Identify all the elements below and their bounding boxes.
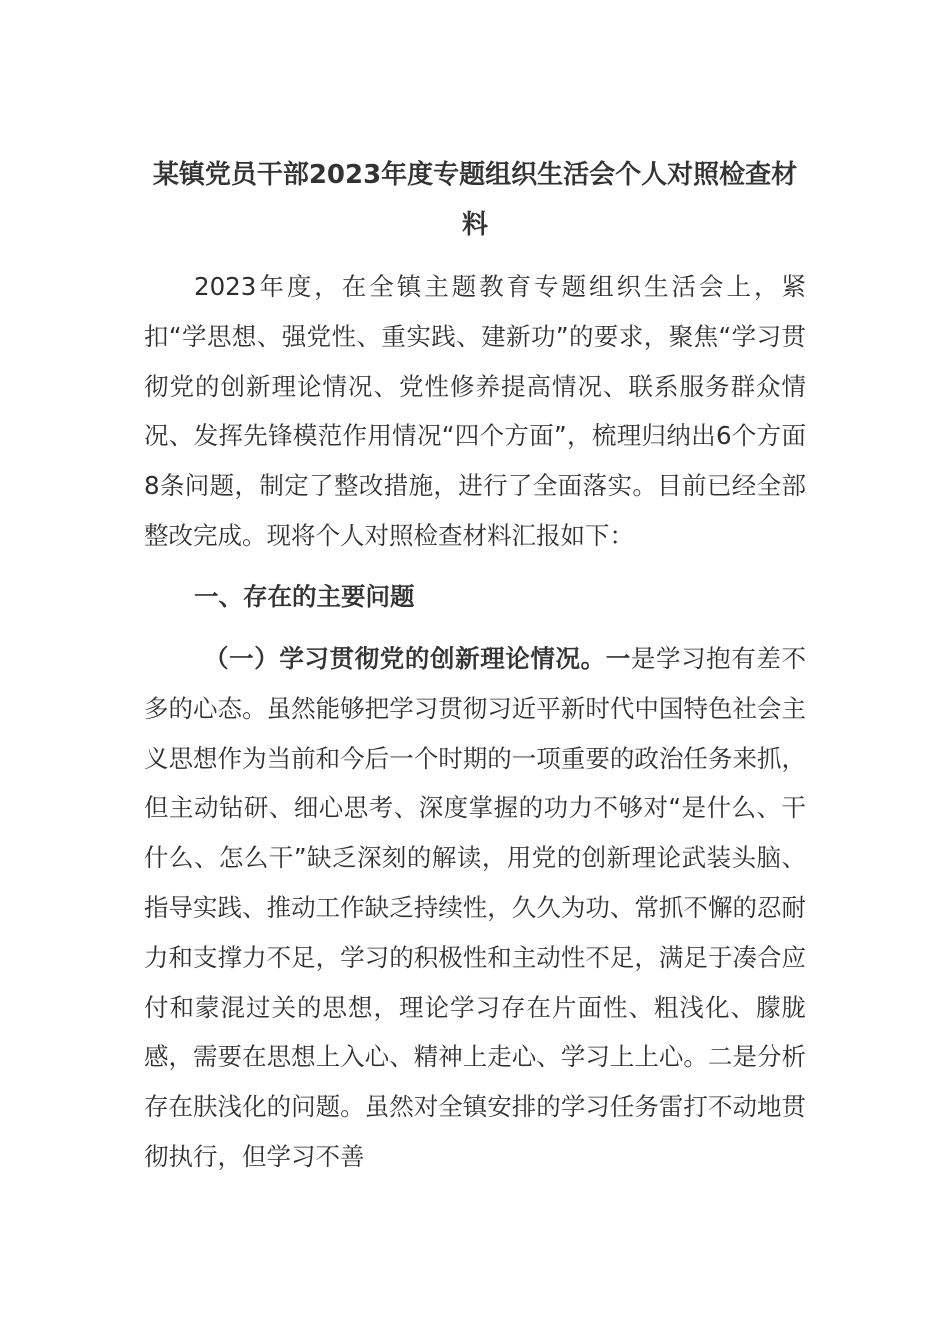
document-title: 某镇党员干部2023年度专题组织生活会个人对照检查材料 — [152, 160, 798, 240]
subsection-paragraph — [144, 634, 806, 1182]
subsection-lead: 一 — [605, 644, 631, 673]
subsection-label: （一）学习贯彻党的创新理论情况。 — [204, 644, 606, 673]
intro-paragraph: 2023年度，在全镇主题教育专题组织生活会上，紧扣“学思想、强党性、重实践、建新功”的要求，聚焦“学习贯彻党的创新理论情况、党性修养提高情况、联系服务群众情况、发挥先锋模范作用情况“四个方面”，梳理归纳出6个方面8条问题，制定了整改措施，进行了全面落实。目前已经全部整改完成。现将个人对照检查材料汇报如下： — [144, 272, 806, 550]
subsection-text: 是学习抱有差不多的心态。虽然能够把学习贯彻习近平新时代中国特色社会主义思想作为当前和今后一个时期的一项重要的政治任务来抓，但主动钻研、细心思考、深度掌握的功力不够对“是什么、干什么、怎么干”缺乏深刻的解读，用党的创新理论武装头脑、指导实践、推动工作缺乏持续性，久久为功、常抓不懈的忍耐力和支撑力不足，学习的积极性和主动性不足，满足于凑合应付和蒙混过关的思想，理论学习存在片面性、粗浅化、朦胧感，需要在思想上入心、精神上走心、学习上上心。二是分析存在肤浅化的问题。虽然对全镇安排的学习任务雷打不动地贯彻执行，但学习不善 — [144, 644, 807, 1171]
section-heading: 一、存在的主要问题 — [194, 582, 415, 611]
